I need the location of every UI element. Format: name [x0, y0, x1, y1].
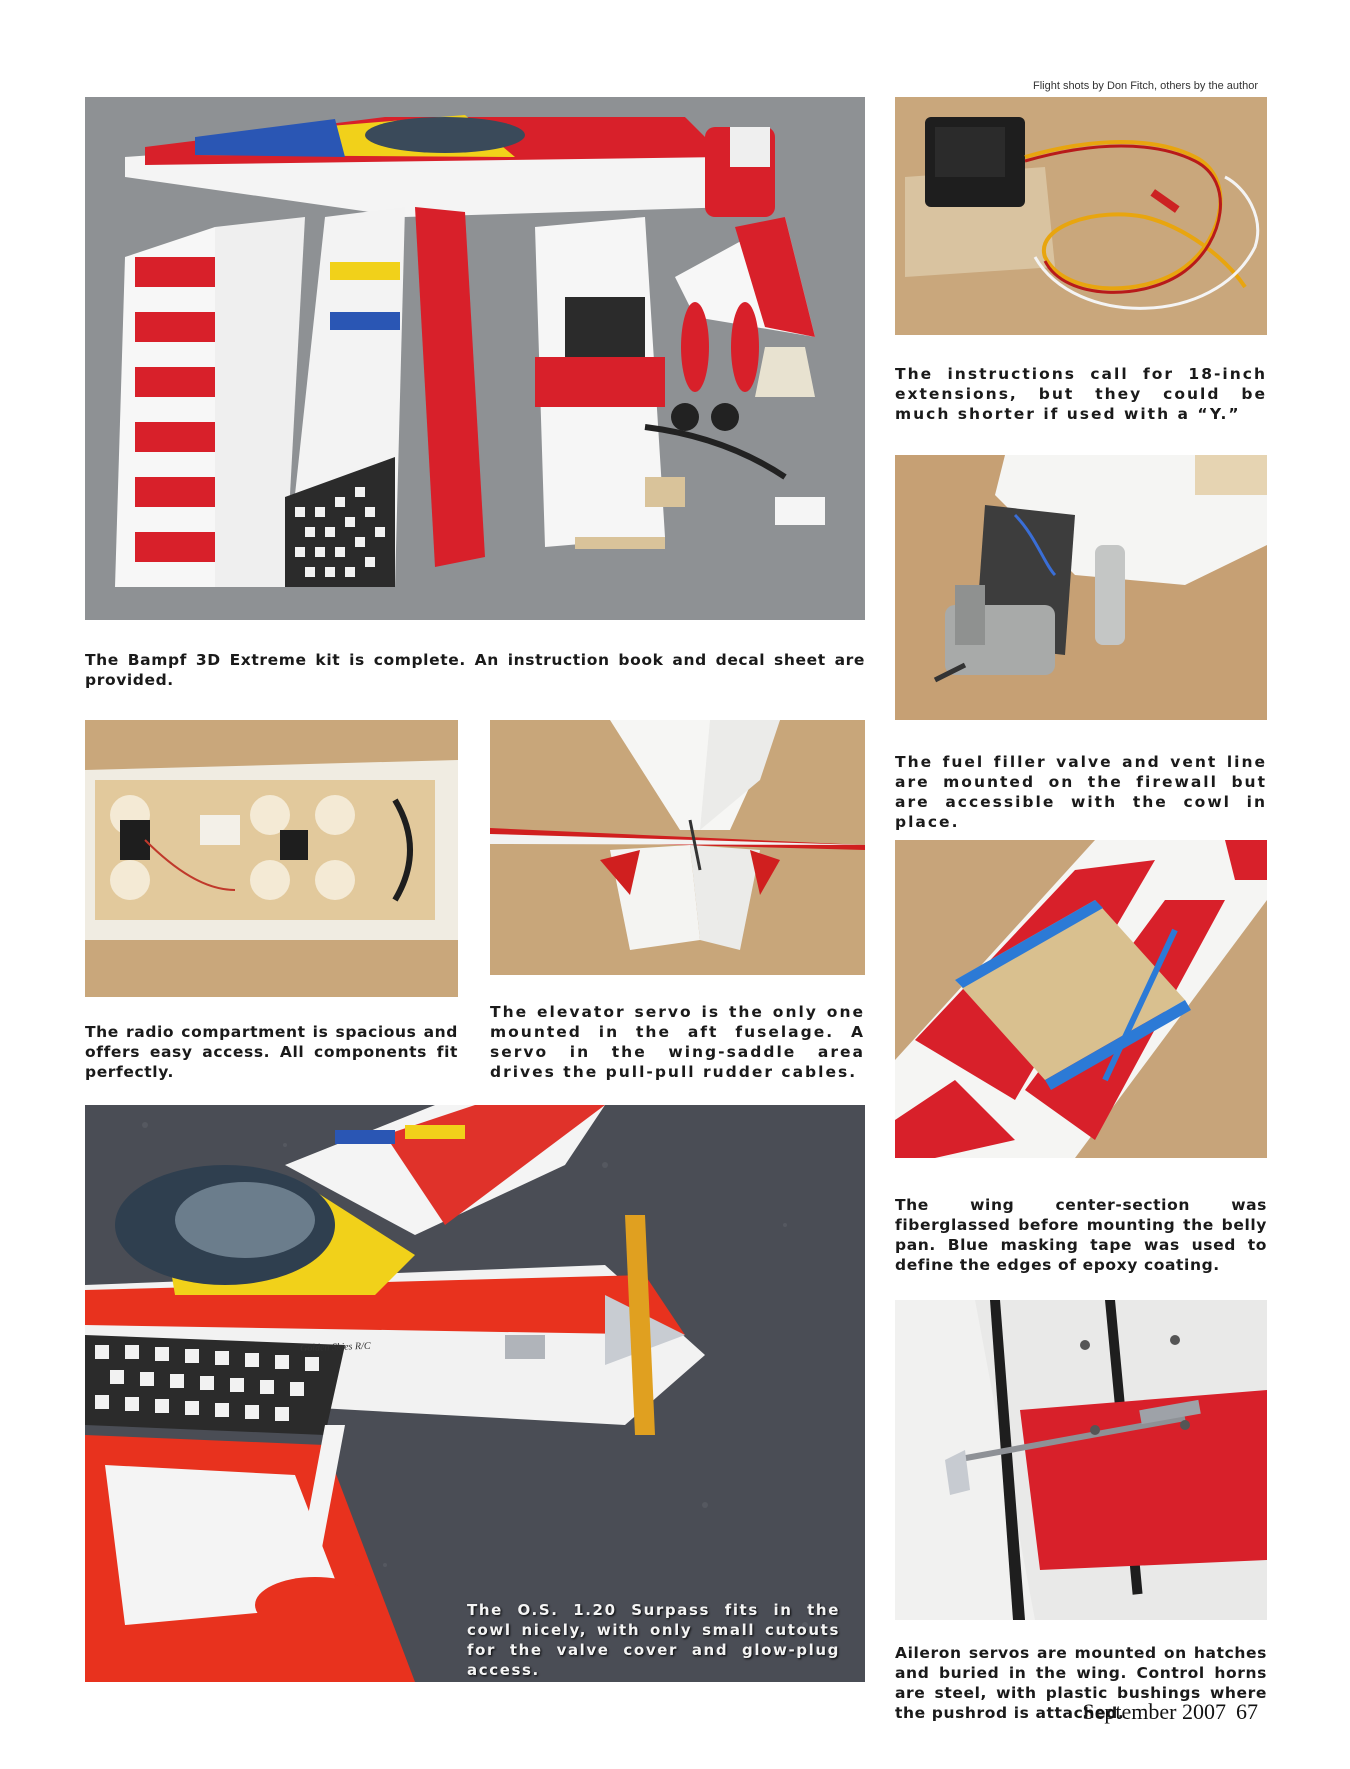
caption-servo-extensions: The instructions call for 18-inch extensions, but they could be much shorter if used with a “Y.”: [895, 365, 1267, 423]
wing-center-photo: [895, 840, 1267, 1158]
elevator-servo-photo: [490, 720, 865, 975]
issue-date: September 2007: [1082, 1699, 1226, 1724]
caption-wing-center: The wing center-section was fiberglassed before mounting the belly pan. Blue masking tape was used to define the edges of epoxy coating.: [895, 1196, 1267, 1274]
kit-parts-photo: [85, 97, 865, 620]
servo-extension-photo: [895, 97, 1267, 335]
decal-text: Golden Skies R/C: [299, 1340, 371, 1355]
photo-credit: Flight shots by Don Fitch, others by the author: [1032, 80, 1258, 92]
caption-elevator-servo: The elevator servo is the only one mounted in the aft fuselage. A servo in the wing-saddle area drives the pull-pull rudder cables.: [490, 1003, 865, 1081]
fuel-filler-photo: [895, 455, 1267, 720]
radio-compartment-photo: [85, 720, 458, 997]
page-number: 67: [1236, 1699, 1258, 1724]
aileron-servo-photo: [895, 1300, 1267, 1620]
caption-engine: The O.S. 1.20 Surpass fits in the cowl nicely, with only small cutouts for the valve cover and glow-plug access.: [467, 1601, 840, 1679]
page-footer: [1082, 1699, 1258, 1725]
caption-ailerons: Aileron servos are mounted on hatches and buried in the wing. Control horns are steel, with plastic bushings where the pushrod is attached.: [895, 1644, 1267, 1722]
caption-kit: The Bampf 3D Extreme kit is complete. An instruction book and decal sheet are provided.: [85, 651, 865, 689]
caption-fuel-filler: The fuel filler valve and vent line are mounted on the firewall but are accessible with the cowl in place.: [895, 753, 1267, 831]
engine-cowl-photo: [85, 1105, 865, 1682]
caption-radio-compartment: The radio compartment is spacious and offers easy access. All components fit perfectly.: [85, 1023, 458, 1081]
